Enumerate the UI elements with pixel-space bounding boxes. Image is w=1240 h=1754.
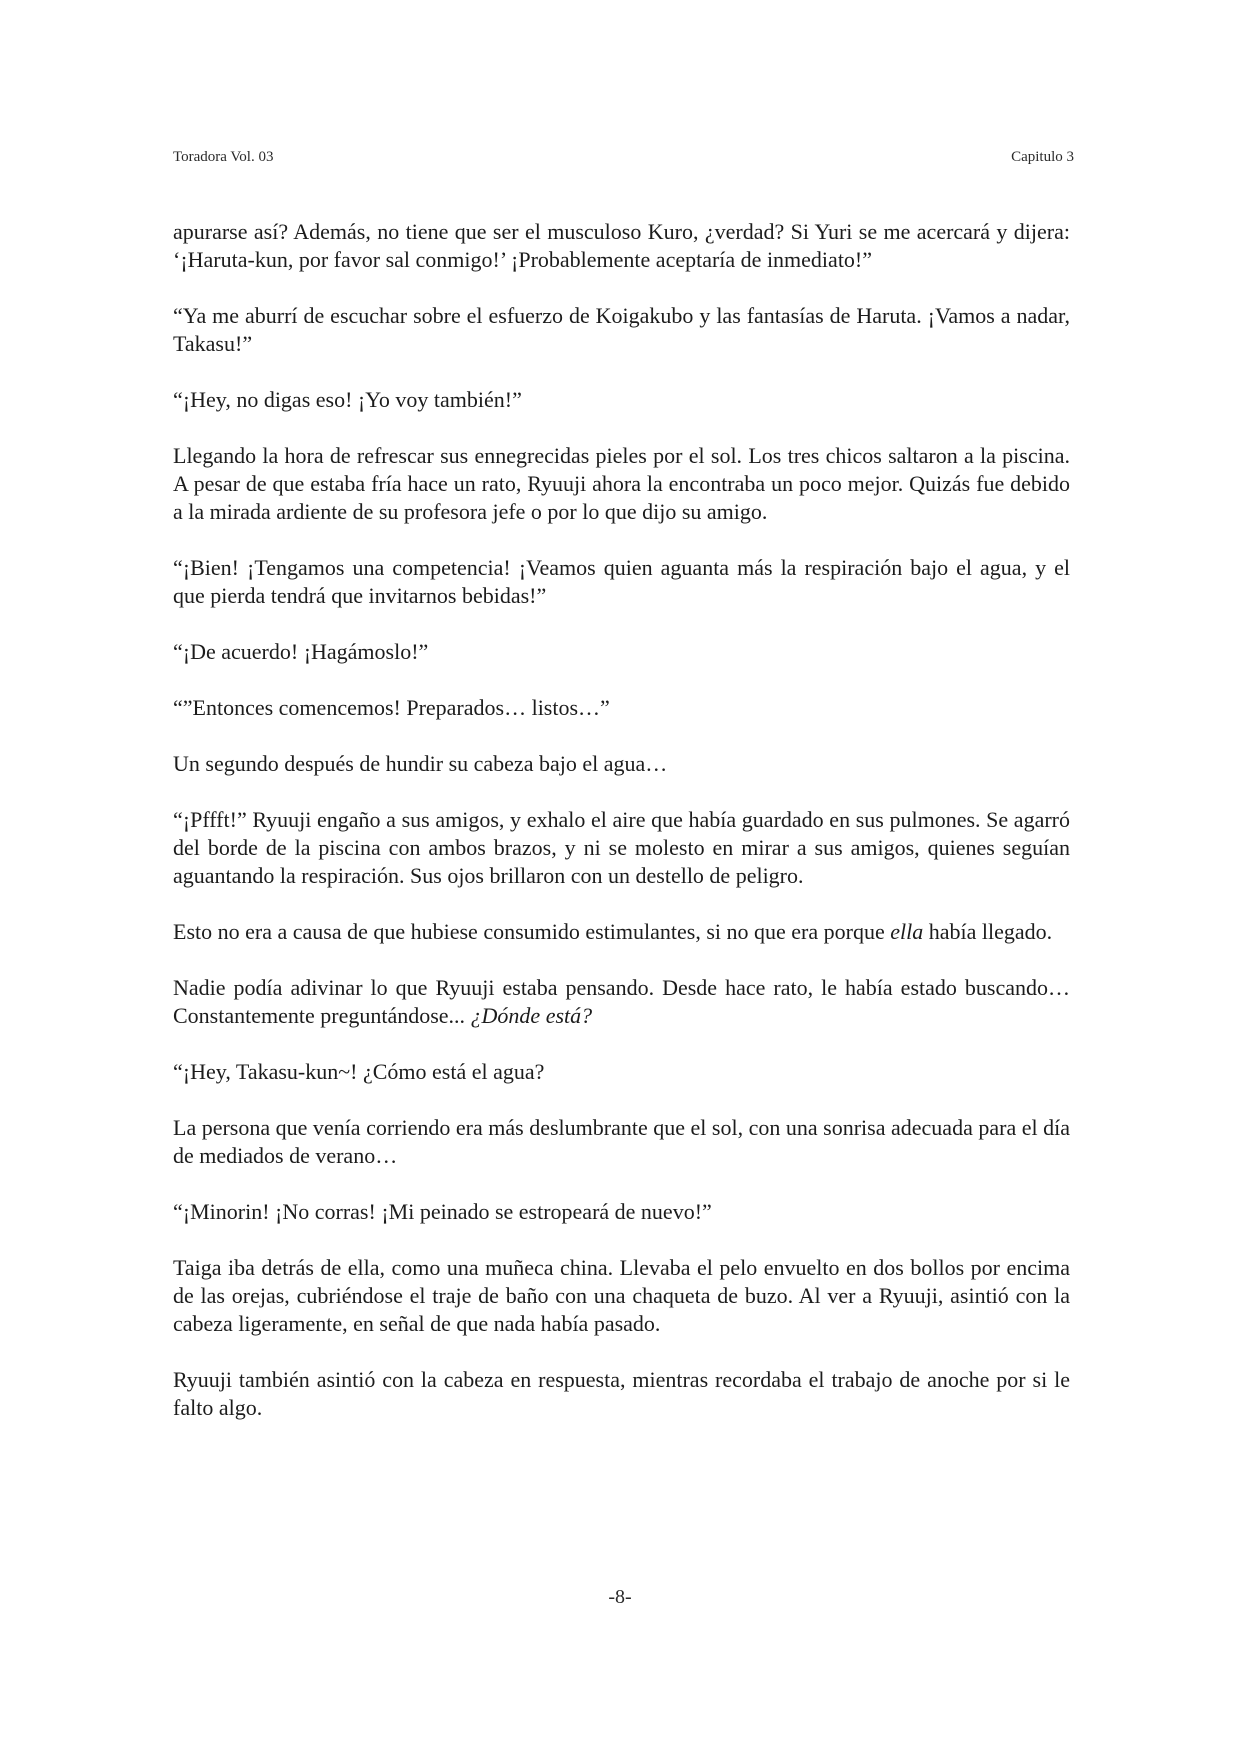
page-number: -8- bbox=[608, 1586, 632, 1608]
paragraph: “¡Pffft!” Ryuuji engaño a sus amigos, y exhalo el aire que había guardado en sus pulmones. Se agarró del borde de la piscina con ambos brazos, y ni se molesto en mirar a sus amigos, quienes seguían aguantando la respiración. Sus ojos brillaron con un destello de peligro. bbox=[173, 807, 1070, 888]
italic-emphasis: ella bbox=[890, 919, 924, 944]
paragraph-text: Nadie podía adivinar lo que Ryuuji estaba pensando. Desde hace rato, le había estado buscando… Constantemente preguntándose... bbox=[173, 975, 1070, 1028]
paragraph: “Ya me aburrí de escuchar sobre el esfuerzo de Koigakubo y las fantasías de Haruta. ¡Vamos a nadar, Takasu!” bbox=[173, 303, 1070, 356]
paragraph-text: había llegado. bbox=[923, 919, 1053, 944]
paragraph: “¡De acuerdo! ¡Hagámoslo!” bbox=[173, 639, 429, 664]
paragraph: Llegando la hora de refrescar sus ennegrecidas pieles por el sol. Los tres chicos saltaron a la piscina. A pesar de que estaba fría hace un rato, Ryuuji ahora la encontraba un poco mejor. Quizás fue debido a la mirada ardiente de su profesora jefe o por lo que dijo su amigo. bbox=[173, 443, 1070, 524]
paragraph: “¡Bien! ¡Tengamos una competencia! ¡Veamos quien aguanta más la respiración bajo el agua, y el que pierda tendrá que invitarnos bebidas!” bbox=[173, 555, 1070, 608]
italic-emphasis: ¿Dónde está? bbox=[470, 1003, 593, 1028]
header-book-title: Toradora Vol. 03 bbox=[173, 149, 274, 165]
paragraph: “”Entonces comencemos! Preparados… listos…” bbox=[173, 695, 610, 720]
body-text bbox=[173, 218, 1070, 1422]
paragraph: La persona que venía corriendo era más deslumbrante que el sol, con una sonrisa adecuada para el día de mediados de verano… bbox=[173, 1115, 1070, 1168]
header-chapter-label: Capitulo 3 bbox=[1011, 149, 1074, 165]
paragraph-text: Esto no era a causa de que hubiese consumido estimulantes, si no que era porque bbox=[173, 919, 891, 944]
paragraph: Un segundo después de hundir su cabeza bajo el agua… bbox=[173, 751, 668, 776]
paragraph bbox=[173, 974, 1070, 1030]
paragraph bbox=[173, 918, 1070, 946]
page-header bbox=[173, 146, 1074, 168]
paragraph: Ryuuji también asintió con la cabeza en respuesta, mientras recordaba el trabajo de anoche por si le falto algo. bbox=[173, 1367, 1070, 1420]
paragraph: “¡Hey, Takasu-kun~! ¿Cómo está el agua? bbox=[173, 1059, 545, 1084]
paragraph: “¡Minorin! ¡No corras! ¡Mi peinado se estropeará de nuevo!” bbox=[173, 1199, 712, 1224]
paragraph: Taiga iba detrás de ella, como una muñeca china. Llevaba el pelo envuelto en dos bollos por encima de las orejas, cubriéndose el traje de baño con una chaqueta de buzo. Al ver a Ryuuji, asintió con la cabeza ligeramente, en señal de que nada había pasado. bbox=[173, 1255, 1070, 1336]
paragraph: “¡Hey, no digas eso! ¡Yo voy también!” bbox=[173, 387, 522, 412]
paragraph: apurarse así? Además, no tiene que ser el musculoso Kuro, ¿verdad? Si Yuri se me acercará y dijera: ‘¡Haruta-kun, por favor sal conmigo!’ ¡Probablemente aceptaría de inmediato!” bbox=[173, 219, 1070, 272]
